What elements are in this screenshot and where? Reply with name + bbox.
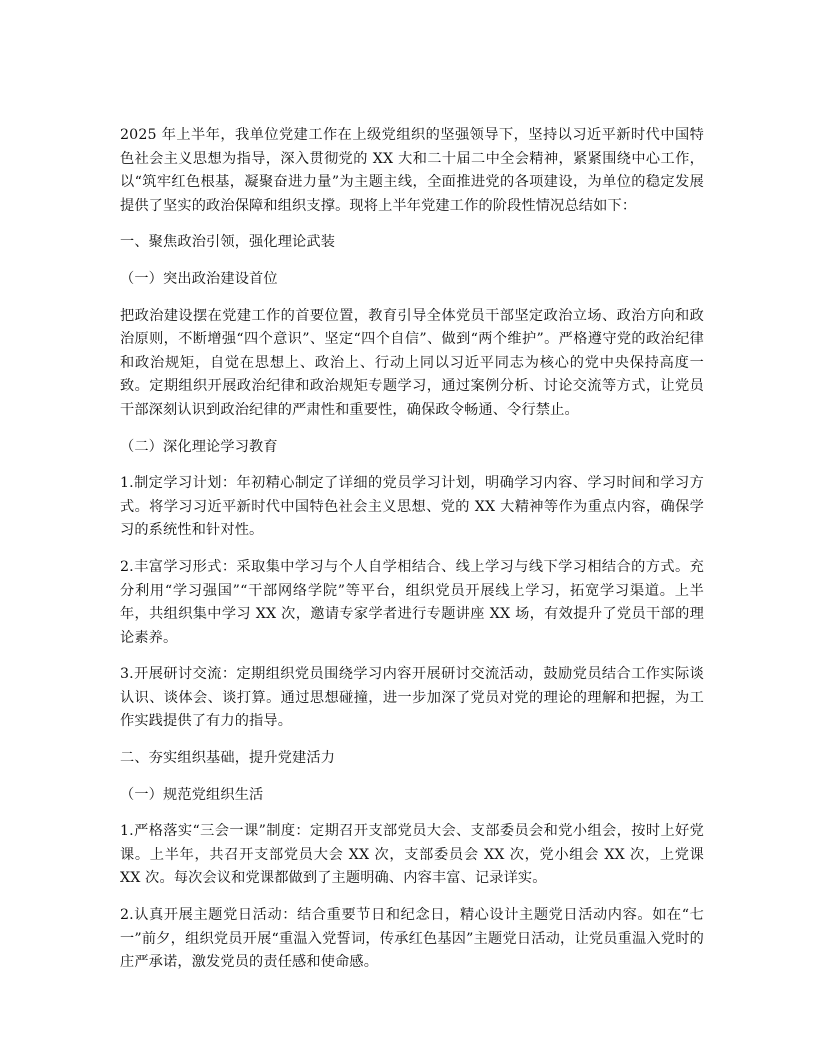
subsection-1-1-paragraph: 把政治建设摆在党建工作的首要位置，教育引导全体党员干部坚定政治立场、政治方向和政治原则，不断增强“四个意识”、坚定“四个自信”、做到“两个维护”。严格遵守党的政治纪律和政治规矩，自觉在思想上、政治上、行动上同以习近平同志为核心的党中央保持高度一致。定期组织开展政治纪律和政治规矩专题学习，通过案例分析、讨论交流等方式，让党员干部深刻认识到政治纪律的严肃性和重要性，确保政令畅通、令行禁止。 (120, 307, 704, 418)
document-body (120, 124, 704, 988)
intro-paragraph: 2025 年上半年，我单位党建工作在上级党组织的坚强领导下，坚持以习近平新时代中国特色社会主义思想为指导，深入贯彻党的 XX 大和二十届二中全会精神，紧紧围绕中心工作，以“筑牢红色根基，凝聚奋进力量”为主题主线，全面推进党的各项建设，为单位的稳定发展提供了坚实的政治保障和组织支撑。现将上半年党建工作的阶段性情况总结如下： (120, 127, 704, 214)
section-1-heading: 一、聚焦政治引领，强化理论武装 (120, 234, 336, 251)
section-2-heading: 二、夯实组织基础，提升党建活力 (120, 750, 336, 767)
subsection-1-2-item-3: 3.开展研讨交流：定期组织党员围绕学习内容开展研讨交流活动，鼓励党员结合工作实际谈认识、谈体会、谈打算。通过思想碰撞，进一步加深了党员对党的理论的理解和把握，为工作实践提供了有力的指导。 (120, 666, 704, 730)
subsection-1-2-item-2: 2.丰富学习形式：采取集中学习与个人自学相结合、线上学习与线下学习相结合的方式。充分利用“学习强国”“干部网络学院”等平台，组织党员开展线上学习，拓宽学习渠道。上半年，共组织集中学习 XX 次，邀请专家学者进行专题讲座 XX 场，有效提升了党员干部的理论素养。 (120, 558, 704, 646)
subsection-1-1-heading: （一）突出政治建设首位 (120, 270, 278, 287)
subsection-1-2-item-1: 1.制定学习计划：年初精心制定了详细的党员学习计划，明确学习内容、学习时间和学习方式。将学习习近平新时代中国特色社会主义思想、党的 XX 大精神等作为重点内容，确保学习的系统性和针对性。 (120, 475, 704, 539)
subsection-2-1-item-2: 2.认真开展主题党日活动：结合重要节日和纪念日，精心设计主题党日活动内容。如在“七一”前夕，组织党员开展“重温入党誓词，传承红色基因”主题党日活动，让党员重温入党时的庄严承诺，激发党员的责任感和使命感。 (120, 907, 704, 971)
subsection-2-1-item-1: 1.严格落实“三会一课”制度：定期召开支部党员大会、支部委员会和党小组会，按时上好党课。上半年，共召开支部党员大会 XX 次，支部委员会 XX 次，党小组会 XX 次，上党课 XX 次。每次会议和党课都做到了主题明确、内容丰富、记录详实。 (120, 823, 704, 887)
subsection-2-1-heading: （一）规范党组织生活 (120, 786, 264, 803)
subsection-1-2-heading: （二）深化理论学习教育 (120, 438, 278, 455)
